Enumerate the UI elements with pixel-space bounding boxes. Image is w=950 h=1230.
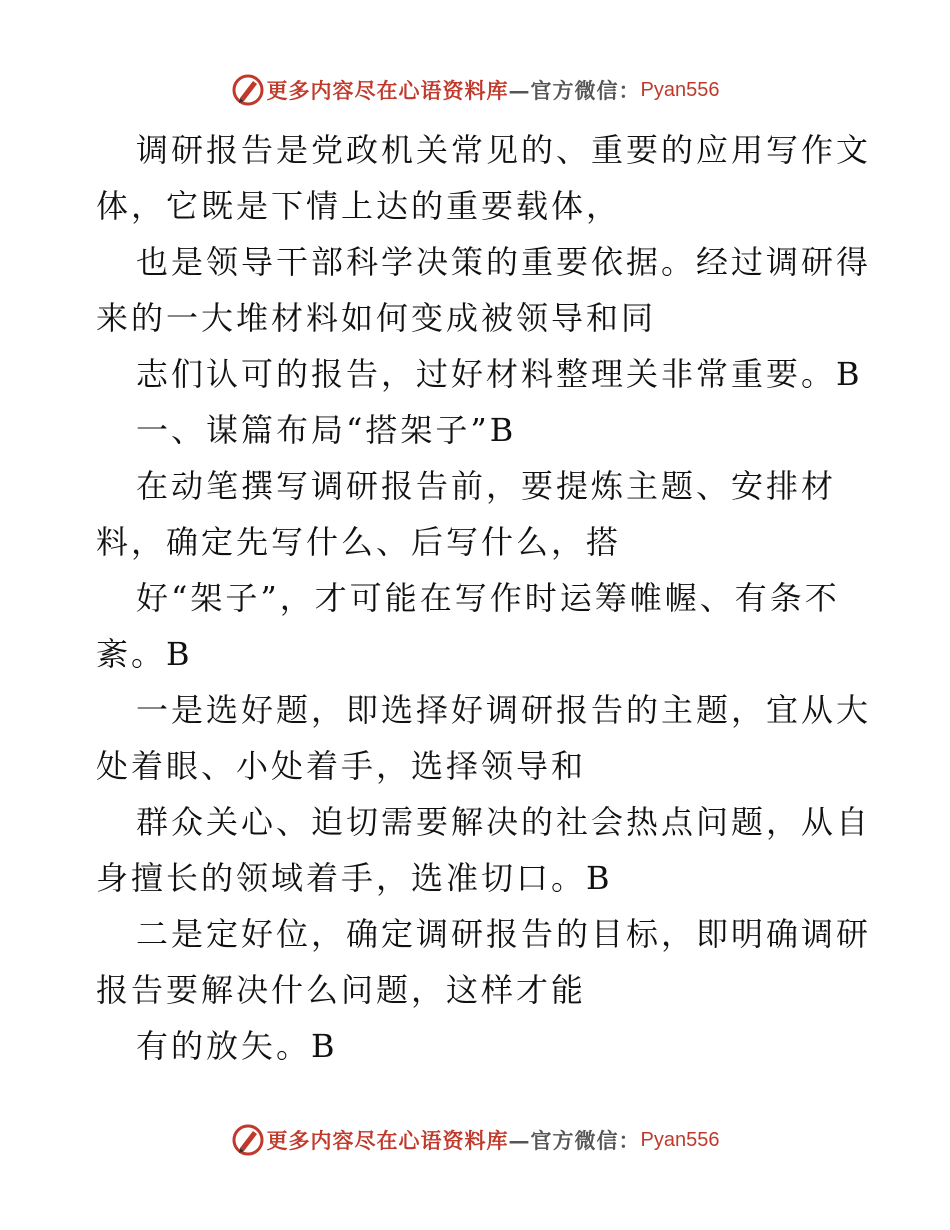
watermark-sub-text: 官方微信： xyxy=(530,1128,641,1153)
text-line: 好“架子”，才可能在写作时运筹帷幄、有条不 xyxy=(136,579,840,617)
watermark-dash: — xyxy=(508,77,531,103)
text-line: 体，它既是下情上达的重要载体， xyxy=(96,187,622,225)
text-line: 报告要解决什么问题，这样才能 xyxy=(96,971,587,1009)
watermark-id-text: Pyan556 xyxy=(640,78,720,101)
text-line: 有的放矢。B xyxy=(136,1027,338,1065)
text-line: 处着眼、小处着手，选择领导和 xyxy=(96,747,587,785)
watermark-id-text: Pyan556 xyxy=(640,1128,720,1151)
text-line: 在动笔撰写调研报告前，要提炼主题、安排材 xyxy=(136,467,837,505)
text-line: 调研报告是党政机关常见的、重要的应用写作文 xyxy=(136,131,872,169)
pen-logo-icon xyxy=(231,73,265,107)
text-line: 二是定好位，确定调研报告的目标，即明确调研 xyxy=(136,915,872,953)
text-line: 也是领导干部科学决策的重要依据。经过调研得 xyxy=(136,243,872,281)
text-line: 身擅长的领域着手，选准切口。B xyxy=(96,859,613,897)
text-line: 志们认可的报告，过好材料整理关非常重要。B xyxy=(136,355,863,393)
text-line: 紊。B xyxy=(96,635,193,673)
body-text xyxy=(96,122,872,1074)
header-watermark xyxy=(0,70,950,110)
watermark-dash: — xyxy=(508,1127,531,1153)
pen-logo-icon xyxy=(231,1123,265,1157)
watermark-sub-text: 官方微信： xyxy=(530,78,641,103)
text-line: 料，确定先写什么、后写什么，搭 xyxy=(96,523,622,561)
watermark-main-text: 更多内容尽在心语资料库 xyxy=(266,78,509,103)
text-line: 一是选好题，即选择好调研报告的主题，宜从大 xyxy=(136,691,872,729)
footer-watermark xyxy=(0,1120,950,1160)
watermark-main-text: 更多内容尽在心语资料库 xyxy=(266,1128,509,1153)
section-heading: 一、谋篇布局“搭架子”B xyxy=(136,411,517,449)
text-line: 群众关心、迫切需要解决的社会热点问题，从自 xyxy=(136,803,872,841)
text-line: 来的一大堆材料如何变成被领导和同 xyxy=(96,299,657,337)
